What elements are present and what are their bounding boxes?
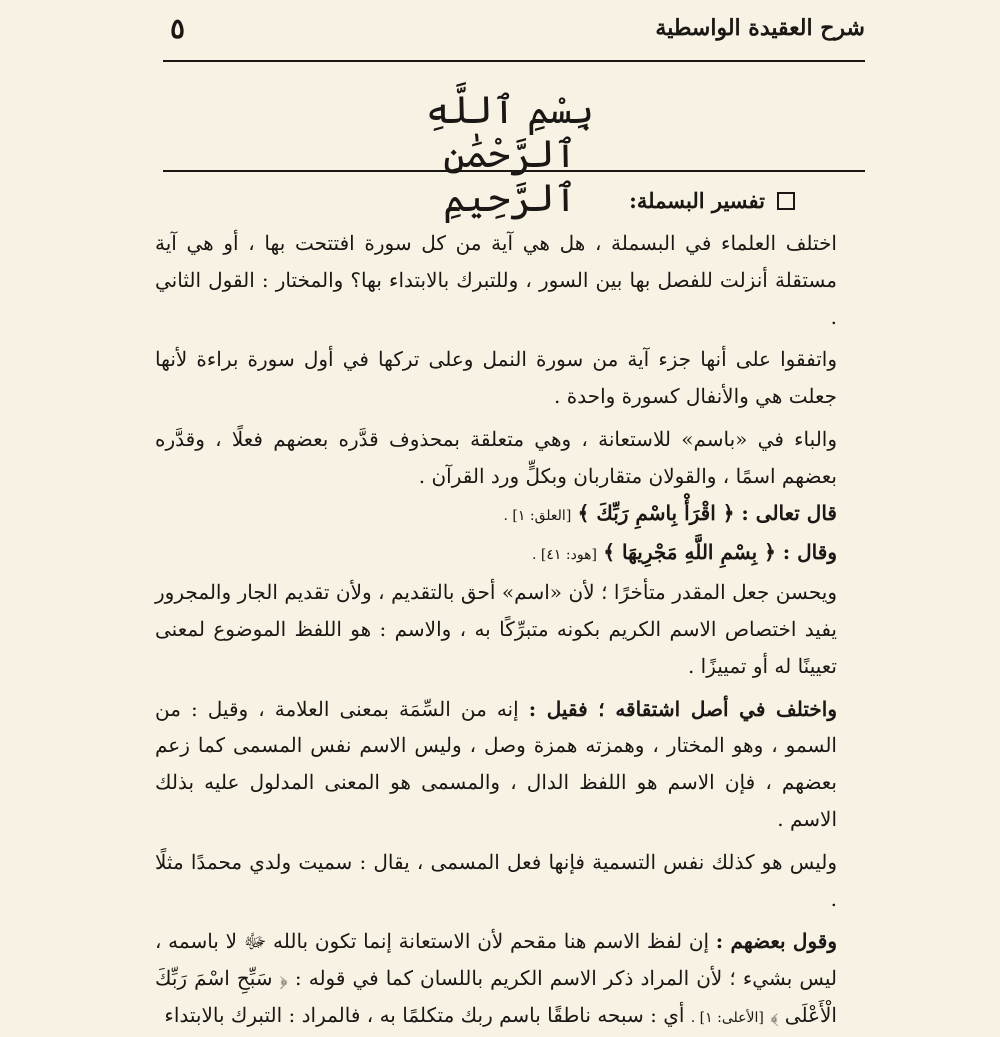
basmala-text: بِسْمِ ٱللَّهِ ٱلرَّحْمَٰنِ ٱلرَّحِيمِ bbox=[426, 88, 594, 220]
paragraph: والباء في «باسم» للاستعانة ، وهي متعلقة بمحذوف قدَّره بعضهم فعلًا ، وقدَّره بعضهم اسمًا ، والقولان متقاربان وبكلٍّ ورد القرآن . bbox=[155, 426, 837, 488]
verse-reference: [هود: ٤١] . bbox=[532, 547, 597, 564]
body-text bbox=[155, 225, 865, 1037]
section-heading-text: تفسير البسملة: bbox=[629, 188, 765, 213]
verse-reference: [الأعلى: ١] . bbox=[690, 1009, 764, 1026]
header-rule bbox=[163, 60, 865, 62]
quran-citation: وقال : ﴿ بِسْمِ اللَّهِ مَجْرِيهَا ﴾ [هود: ٤١] . bbox=[532, 540, 837, 565]
paragraph: ويحسن جعل المقدر متأخرًا ؛ لأن «اسم» أحق بالتقديم ، ولأن تقديم الجار والمجرور يفيد اختصاص الاسم الكريم بكونه متبرِّكًا به ، والاسم : هو اللفظ الموضوع لمعنى تعيينًا له أو تمييزًا . bbox=[155, 580, 837, 678]
square-icon bbox=[777, 192, 795, 210]
section-heading bbox=[629, 188, 795, 213]
page-number: ٥ bbox=[170, 12, 186, 45]
basmala-calligraphy bbox=[380, 78, 640, 220]
verse-reference: [العلق: ١] . bbox=[503, 507, 572, 524]
paragraph: وليس هو كذلك نفس التسمية فإنها فعل المسمى ، يقال : سميت ولدي محمدًا مثلًا . bbox=[155, 849, 837, 911]
running-header-title: شرح العقيدة الواسطية bbox=[655, 15, 865, 41]
quran-citation: قال تعالى : ﴿ اقْرَأْ بِاسْمِ رَبِّكَ ﴾ [العلق: ١] . bbox=[503, 500, 837, 525]
paragraph: واتفقوا على أنها جزء آية من سورة النمل وعلى تركها في أول سورة براءة لأنها جعلت هي والأنفال كسورة واحدة . bbox=[155, 347, 837, 409]
paragraph: وقول بعضهم : إن لفظ الاسم هنا مقحم لأن الاستعانة إنما تكون بالله ﷻ لا باسمه ، ليس بشيء ؛ لأن المراد ذكر الاسم الكريم باللسان كما في قوله : ﴿ سَبِّحِ اسْمَ رَبِّكَ الْأَعْلَى ﴾ [الأعلى: ١] . أي : سبحه ناطقًا باسم ربك متكلمًا به ، فالمراد : التبرك بالابتداء bbox=[155, 929, 837, 1027]
basmala-rule bbox=[163, 170, 865, 172]
paragraph: اختلف العلماء في البسملة ، هل هي آية من كل سورة افتتحت بها ، أو هي آية مستقلة أنزلت للفصل بها بين السور ، وللتبرك بالابتداء بها؟ والمختار : القول الثاني . bbox=[155, 231, 837, 329]
paragraph: واختلف في أصل اشتقاقه ؛ فقيل : إنه من السِّمَة بمعنى العلامة ، وقيل : من السمو ، وهو المختار ، وهمزته همزة وصل ، وليس الاسم نفس المسمى كما زعم بعضهم ، فإن الاسم هو اللفظ الدال ، والمسمى هو المعنى المدلول عليه بذلك الاسم . bbox=[155, 696, 838, 831]
